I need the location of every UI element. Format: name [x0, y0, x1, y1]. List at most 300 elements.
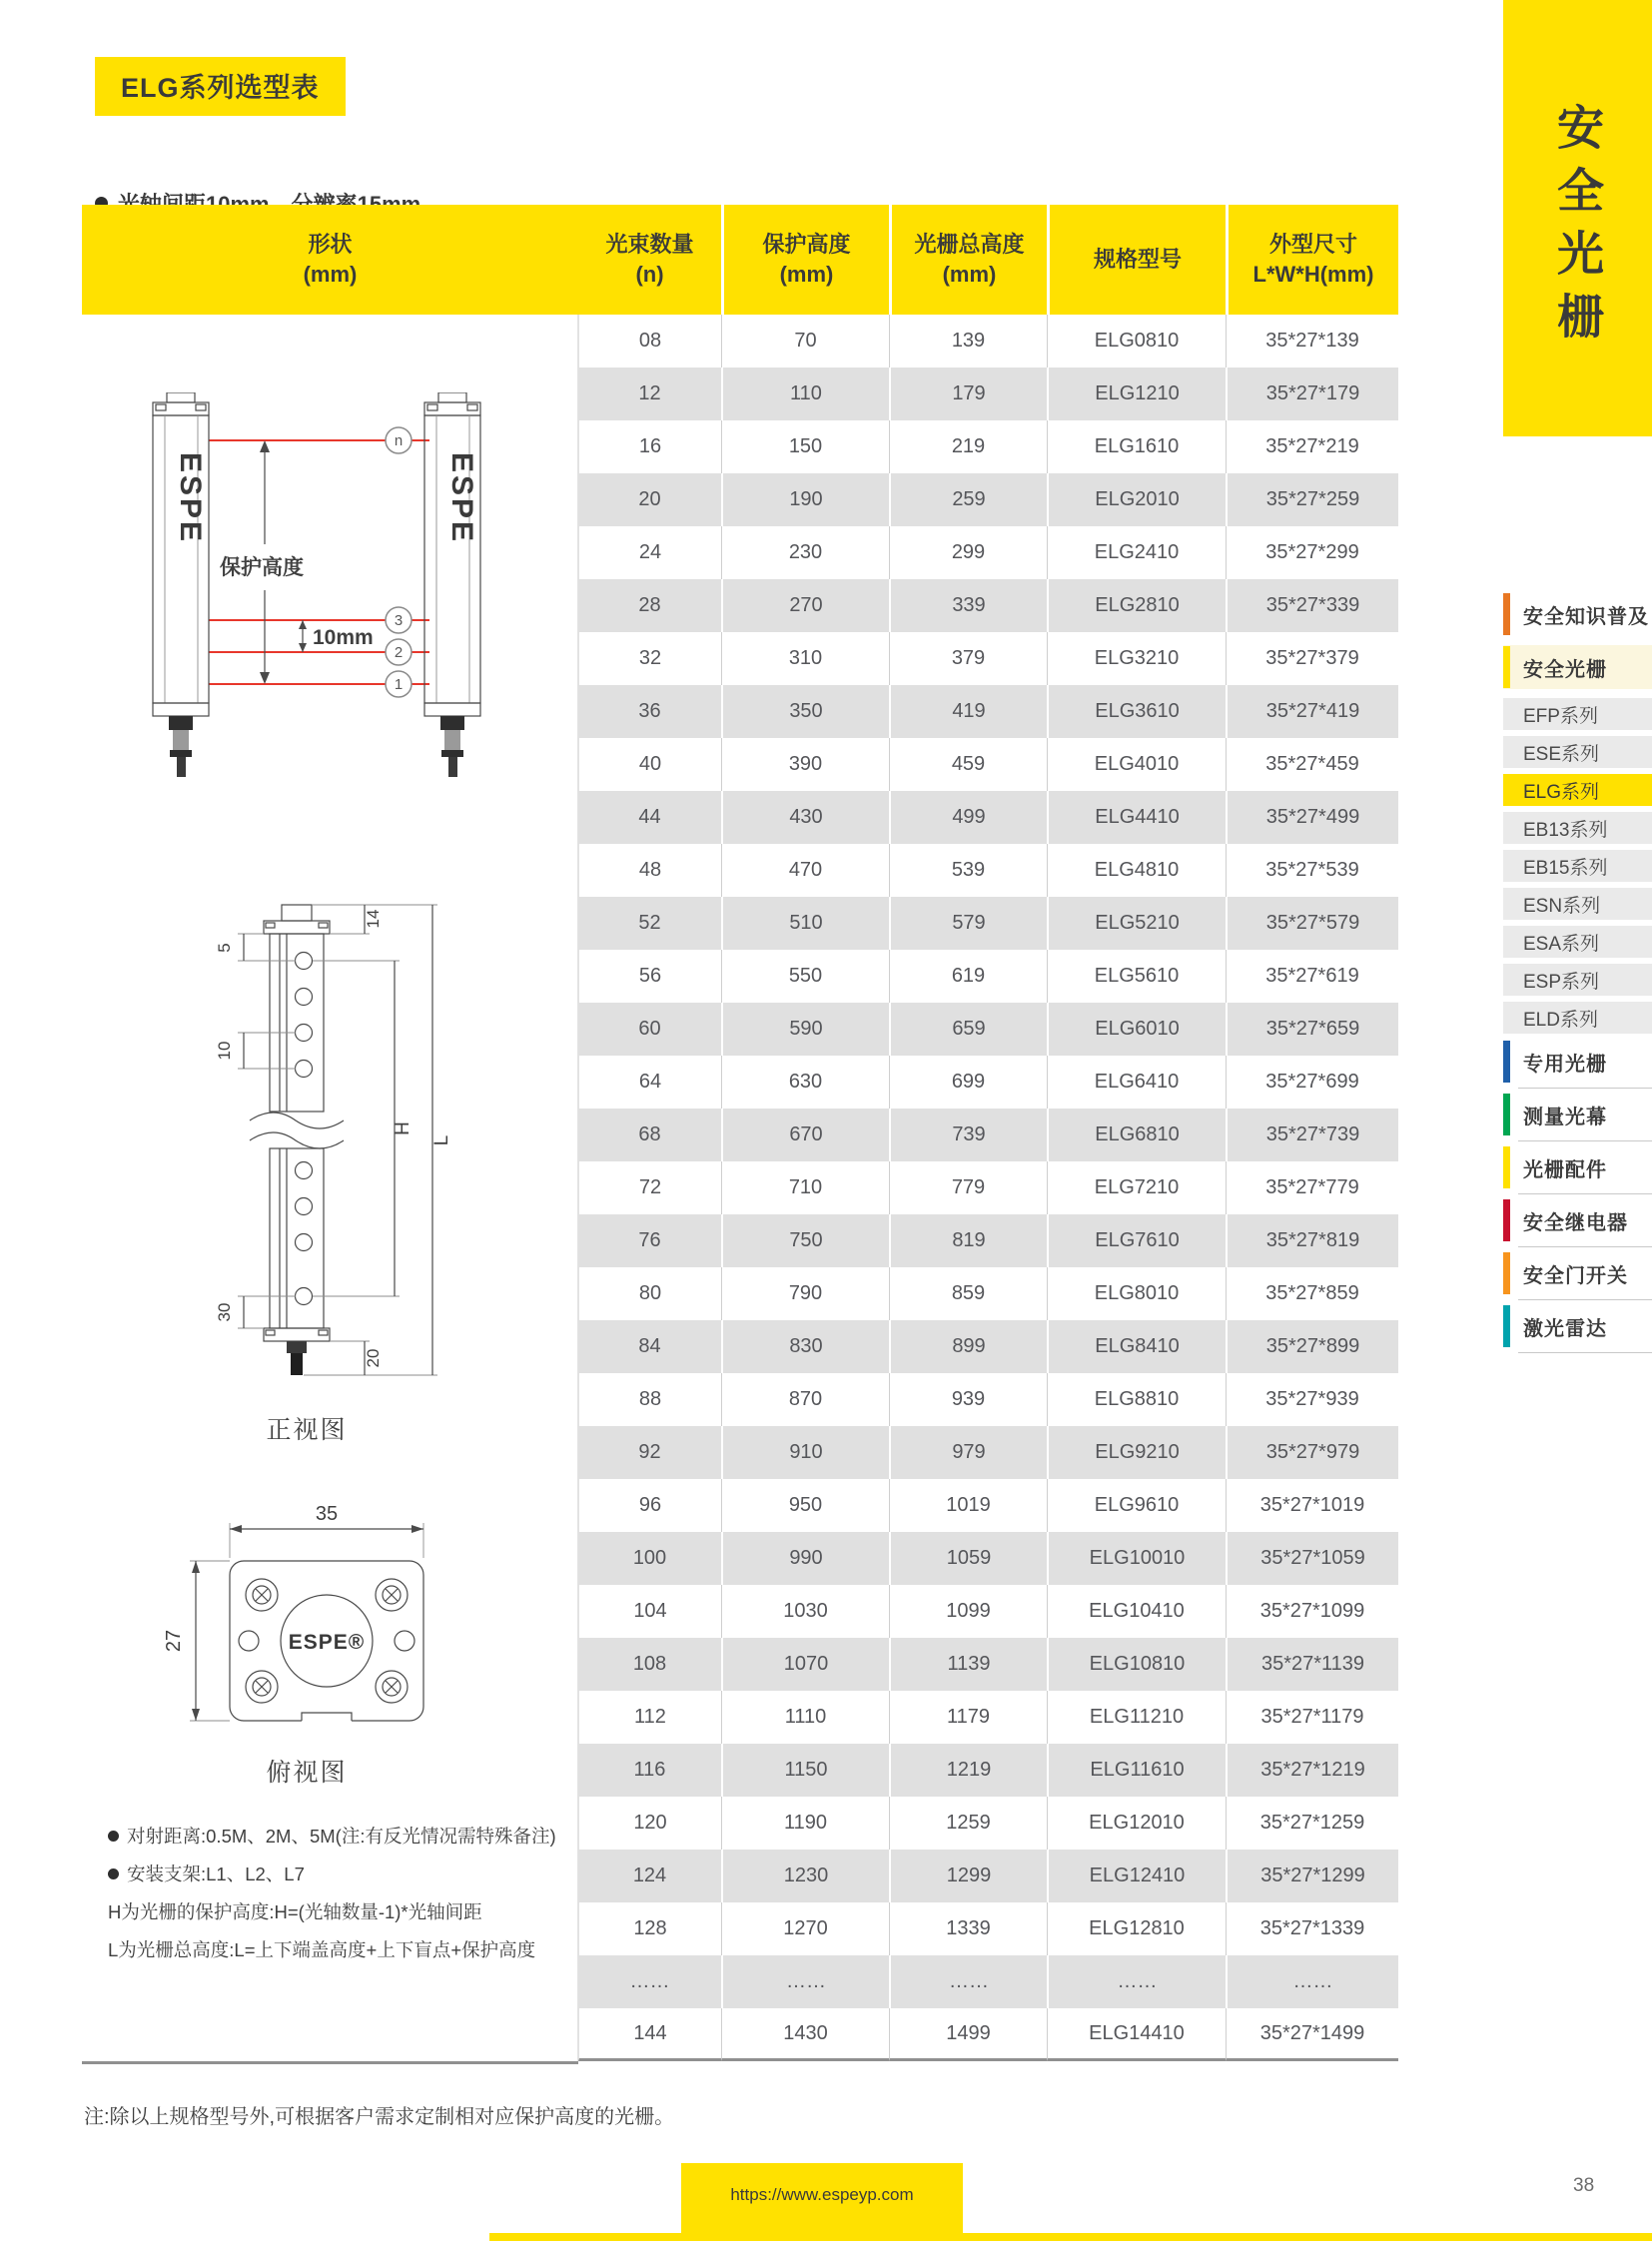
dim-5: 5	[215, 943, 234, 953]
sidebar-item-label: EB15系列	[1523, 857, 1608, 879]
note-text: 安装支架:L1、L2、L7	[127, 1864, 305, 1884]
table-cell: ……	[889, 1955, 1047, 2008]
table-cell: 470	[721, 844, 889, 897]
table-cell: 35*27*1499	[1226, 2008, 1398, 2061]
table-cell: 124	[632, 1865, 667, 1886]
table-row	[578, 1744, 1398, 1797]
table-cell: 35*27*899	[1226, 1320, 1398, 1373]
table-cell: 139	[889, 315, 1047, 368]
table-cell: ELG7210	[1047, 1161, 1226, 1214]
sidebar-item-EFP系列[interactable]	[1503, 698, 1652, 730]
sidebar-item-label: ESN系列	[1523, 895, 1601, 917]
table-cell: 40	[578, 738, 721, 791]
category-color-bar	[1503, 646, 1510, 688]
table-cell: 12	[638, 382, 661, 404]
table-cell: 35*27*179	[1226, 368, 1398, 420]
table-cell: 1219	[889, 1744, 1047, 1797]
table-cell: ELG8810	[1047, 1373, 1226, 1426]
table-cell: 35*27*1339	[1226, 1902, 1398, 1955]
sidebar-item-label: 安全继电器	[1523, 1211, 1628, 1234]
table-cell: ……	[1226, 1955, 1398, 2008]
table-cell: 35*27*419	[1226, 685, 1398, 738]
table-row	[578, 368, 1398, 420]
table-cell: 379	[889, 632, 1047, 685]
table-cell: 35*27*699	[1226, 1056, 1398, 1109]
sidebar-item-专用光栅[interactable]	[1503, 1040, 1652, 1084]
table-cell: ELG12010	[1047, 1797, 1226, 1850]
table-body	[578, 315, 1398, 2061]
dim-20: 20	[364, 1348, 383, 1368]
table-cell: 35*27*779	[1226, 1161, 1398, 1214]
table-row	[578, 1902, 1398, 1955]
table-cell: 35*27*1099	[1226, 1585, 1398, 1638]
table-cell: 35*27*499	[1226, 791, 1398, 844]
table-cell: ELG2810	[1047, 579, 1226, 632]
table-cell: 419	[889, 685, 1047, 738]
table-cell: 35*27*299	[1226, 526, 1398, 579]
table-cell: 950	[721, 1479, 889, 1532]
table-cell: ELG8010	[1047, 1267, 1226, 1320]
col-header-beam-count: 光束数量 (n)	[578, 205, 721, 315]
table-row	[578, 420, 1398, 473]
dim-14: 14	[364, 909, 383, 929]
table-cell: 35*27*659	[1226, 1003, 1398, 1056]
table-row	[578, 1479, 1398, 1532]
note-line	[108, 1825, 572, 1848]
table-row	[578, 1267, 1398, 1320]
table-cell: 35*27*939	[1226, 1373, 1398, 1426]
table-cell: 56	[578, 950, 721, 1003]
table-cell: 20	[638, 488, 661, 510]
table-cell: 96	[578, 1479, 721, 1532]
sidebar-item-ELD系列[interactable]	[1503, 1002, 1652, 1034]
table-cell: 1270	[721, 1902, 889, 1955]
bullet-dot-icon	[108, 1831, 119, 1842]
sidebar-item-安全门开关[interactable]	[1503, 1251, 1652, 1295]
table-cell: ELG11610	[1047, 1744, 1226, 1797]
table-cell: 35*27*1019	[1226, 1479, 1398, 1532]
table-cell: 230	[721, 526, 889, 579]
page-title: ELG系列选型表	[95, 57, 346, 116]
table-row	[578, 1214, 1398, 1267]
note-line	[108, 1900, 572, 1923]
table-cell: ELG2010	[1047, 473, 1226, 526]
table-cell: 88	[578, 1373, 721, 1426]
table-row	[578, 526, 1398, 579]
table-cell: 35*27*139	[1226, 315, 1398, 368]
beam-badge-2: 2	[394, 644, 404, 661]
sidebar-item-EB15系列[interactable]	[1503, 850, 1652, 882]
top-view-diagram	[152, 1503, 461, 1748]
beam-layout-diagram	[137, 392, 496, 797]
col-header-dimensions: 外型尺寸 L*W*H(mm)	[1226, 205, 1398, 315]
sidebar-item-label: 安全光栅	[1523, 658, 1607, 681]
sidebar-item-ESE系列[interactable]	[1503, 736, 1652, 768]
table-cell: 830	[721, 1320, 889, 1373]
table-cell: 1299	[889, 1850, 1047, 1902]
table-cell: 84	[638, 1335, 661, 1357]
table-cell: 1339	[889, 1902, 1047, 1955]
table-cell: 390	[721, 738, 889, 791]
table-cell: 35*27*259	[1226, 473, 1398, 526]
page-number: 38	[1573, 2175, 1595, 2196]
table-cell: ELG4810	[1047, 844, 1226, 897]
sidebar-item-ELG系列[interactable]	[1503, 774, 1652, 806]
table-cell: ELG14410	[1047, 2008, 1226, 2061]
table-cell: 1110	[721, 1691, 889, 1744]
table-cell: 299	[889, 526, 1047, 579]
table-cell: 219	[889, 420, 1047, 473]
note-text: H为光栅的保护高度:H=(光轴数量-1)*光轴间距	[108, 1901, 482, 1922]
table-cell: ELG8410	[1047, 1320, 1226, 1373]
sidebar-item-label: ELG系列	[1523, 781, 1600, 803]
table-row	[578, 1638, 1398, 1691]
table-cell: 459	[889, 738, 1047, 791]
table-cell: ELG6810	[1047, 1109, 1226, 1161]
table-cell: ELG11210	[1047, 1691, 1226, 1744]
beam-number-badges	[386, 427, 412, 697]
sidebar-item-label: 安全知识普及	[1523, 605, 1649, 628]
sidebar-item-测量光幕[interactable]	[1503, 1093, 1652, 1136]
table-cell: 35*27*739	[1226, 1109, 1398, 1161]
table-row	[578, 1320, 1398, 1373]
col-header-shape	[82, 205, 578, 315]
table-cell: ELG5210	[1047, 897, 1226, 950]
table-cell: ELG0810	[1047, 315, 1226, 368]
sidebar-item-label: ESA系列	[1523, 933, 1600, 955]
table-cell: 699	[889, 1056, 1047, 1109]
table-cell: 64	[578, 1056, 721, 1109]
table-cell: ELG12810	[1047, 1902, 1226, 1955]
category-color-bar	[1503, 1041, 1510, 1083]
table-cell: ……	[629, 1970, 670, 1992]
table-cell: 35*27*1259	[1226, 1797, 1398, 1850]
table-cell: 150	[721, 420, 889, 473]
table-cell: 859	[889, 1267, 1047, 1320]
table-cell: ELG7610	[1047, 1214, 1226, 1267]
sidebar-menu	[1503, 592, 1652, 1357]
table-cell: 1430	[721, 2008, 889, 2061]
table-cell: 35*27*859	[1226, 1267, 1398, 1320]
bullet-dot-icon	[108, 1868, 119, 1879]
table-cell: ELG6010	[1047, 1003, 1226, 1056]
table-cell: 990	[721, 1532, 889, 1585]
table-cell: 510	[721, 897, 889, 950]
table-cell: 1150	[721, 1744, 889, 1797]
table-cell: 939	[889, 1373, 1047, 1426]
table-cell: 110	[721, 368, 889, 420]
table-row	[578, 685, 1398, 738]
table-cell: ELG10410	[1047, 1585, 1226, 1638]
col-header-shape-title: 形状	[308, 232, 353, 257]
sidebar-banner	[1503, 0, 1652, 436]
table-cell: 36	[638, 700, 661, 722]
table-cell: 1139	[889, 1638, 1047, 1691]
table-cell: 48	[578, 844, 721, 897]
table-cell: 116	[633, 1759, 666, 1781]
col-header-model: 规格型号	[1047, 205, 1226, 315]
dim-10: 10	[215, 1041, 234, 1061]
note-text: L为光栅总高度:L=上下端盖高度+上下盲点+保护高度	[108, 1939, 536, 1960]
table-cell: 16	[578, 420, 721, 473]
spec-table	[578, 205, 1398, 2061]
table-cell: 1099	[889, 1585, 1047, 1638]
sidebar-item-安全继电器[interactable]	[1503, 1198, 1652, 1242]
shape-cell	[82, 315, 578, 2061]
sidebar-item-label: 测量光幕	[1523, 1106, 1607, 1128]
sidebar-item-ESP系列[interactable]	[1503, 964, 1652, 996]
table-cell: 76	[638, 1229, 661, 1251]
table-cell: 550	[721, 950, 889, 1003]
table-cell: 128	[578, 1902, 721, 1955]
table-row	[578, 2008, 1398, 2061]
table-cell: 190	[721, 473, 889, 526]
table-cell: 35*27*619	[1226, 950, 1398, 1003]
table-cell: ELG12410	[1047, 1850, 1226, 1902]
table-row	[578, 1003, 1398, 1056]
sidebar-item-label: ELD系列	[1523, 1009, 1598, 1031]
sidebar-item-EB13系列[interactable]	[1503, 812, 1652, 844]
table-row	[578, 1161, 1398, 1214]
shape-column	[82, 205, 578, 2064]
table-cell: 60	[638, 1018, 661, 1040]
table-cell: 1259	[889, 1797, 1047, 1850]
table-cell: 35*27*1219	[1226, 1744, 1398, 1797]
left-tower	[153, 392, 209, 777]
table-cell: ……	[1047, 1955, 1226, 2008]
table-cell: 350	[721, 685, 889, 738]
table-row	[578, 1426, 1398, 1479]
table-cell: 1179	[889, 1691, 1047, 1744]
sidebar-item-安全知识普及[interactable]	[1503, 592, 1652, 636]
dim-H: H	[393, 1121, 413, 1135]
custom-order-note: 注:除以上规格型号外,可根据客户需求定制相对应保护高度的光栅。	[84, 2106, 675, 2128]
table-cell: 659	[889, 1003, 1047, 1056]
table-row	[578, 738, 1398, 791]
table-row	[578, 1955, 1398, 2008]
pitch-label: 10mm	[313, 626, 374, 649]
sidebar-item-label: 激光雷达	[1523, 1317, 1607, 1340]
dim-L: L	[431, 1134, 452, 1146]
col-header-shape-unit: (mm)	[303, 262, 358, 287]
table-cell: 35*27*819	[1226, 1214, 1398, 1267]
category-color-bar	[1503, 1305, 1510, 1347]
table-cell: 68	[638, 1123, 661, 1145]
table-cell: 259	[889, 473, 1047, 526]
table-cell: 499	[889, 791, 1047, 844]
brand-text-right: ESPE	[445, 452, 478, 545]
table-cell: 339	[889, 579, 1047, 632]
table-cell: 1230	[721, 1850, 889, 1902]
table-cell: 120	[578, 1797, 721, 1850]
note-text: 对射距离:0.5M、2M、5M(注:有反光情况需特殊备注)	[127, 1826, 556, 1847]
table-cell: 35*27*539	[1226, 844, 1398, 897]
table-cell: 1499	[889, 2008, 1047, 2061]
sidebar-banner-text: 安全光栅	[1551, 103, 1604, 355]
table-cell: 100	[632, 1547, 667, 1569]
table-cell: 310	[721, 632, 889, 685]
table-row	[578, 844, 1398, 897]
table-cell: 24	[578, 526, 721, 579]
table-cell: ELG1210	[1047, 368, 1226, 420]
brand-text-topview: ESPE®	[288, 1631, 366, 1654]
table-cell: ……	[721, 1955, 889, 2008]
table-cell: 70	[721, 315, 889, 368]
table-cell: 819	[889, 1214, 1047, 1267]
sidebar-item-安全光栅[interactable]	[1503, 645, 1652, 689]
table-cell: ELG6410	[1047, 1056, 1226, 1109]
table-cell: 899	[889, 1320, 1047, 1373]
table-cell: 35*27*459	[1226, 738, 1398, 791]
table-row	[578, 1532, 1398, 1585]
table-cell: ELG3210	[1047, 632, 1226, 685]
sidebar-item-label: ESP系列	[1523, 971, 1600, 993]
table-cell: ELG4410	[1047, 791, 1226, 844]
footer-url-text[interactable]: https://www.espeyp.com	[730, 2185, 914, 2204]
note-line	[108, 1938, 572, 1961]
table-cell: 28	[638, 594, 661, 616]
bottom-accent-bar	[489, 2233, 1652, 2241]
col-header-total-height: 光栅总高度 (mm)	[889, 205, 1047, 315]
col-header-protection-height: 保护高度 (mm)	[721, 205, 889, 315]
table-cell: 750	[721, 1214, 889, 1267]
table-cell: 790	[721, 1267, 889, 1320]
beam-badge-3: 3	[394, 612, 404, 629]
table-cell: 1190	[721, 1797, 889, 1850]
table-cell: 35*27*339	[1226, 579, 1398, 632]
table-cell: 1070	[721, 1638, 889, 1691]
footer-url-box[interactable]	[681, 2163, 963, 2241]
table-cell: 35*27*1179	[1226, 1691, 1398, 1744]
table-cell: ELG1610	[1047, 420, 1226, 473]
table-header-row	[578, 205, 1398, 315]
table-row	[578, 1850, 1398, 1902]
category-color-bar	[1503, 1252, 1510, 1294]
table-cell: 979	[889, 1426, 1047, 1479]
table-cell: 44	[638, 806, 661, 828]
table-cell: ELG4010	[1047, 738, 1226, 791]
sidebar-item-ESN系列[interactable]	[1503, 888, 1652, 920]
table-row	[578, 1691, 1398, 1744]
dim-35: 35	[315, 1503, 339, 1525]
table-cell: ELG9610	[1047, 1479, 1226, 1532]
beam-badge-n: n	[394, 432, 404, 449]
table-cell: 179	[889, 368, 1047, 420]
table-row	[578, 579, 1398, 632]
beam-badge-1: 1	[394, 676, 404, 693]
table-cell: 35*27*1299	[1226, 1850, 1398, 1902]
pitch-dimension	[299, 620, 307, 652]
table-row	[578, 950, 1398, 1003]
table-cell: 270	[721, 579, 889, 632]
dim-30: 30	[215, 1302, 234, 1322]
front-view-diagram	[152, 899, 461, 1403]
table-row	[578, 1585, 1398, 1638]
table-cell: 35*27*979	[1226, 1426, 1398, 1479]
sidebar-item-label: 光栅配件	[1523, 1158, 1607, 1181]
table-cell: ELG2410	[1047, 526, 1226, 579]
table-cell: ELG10810	[1047, 1638, 1226, 1691]
table-cell: ELG5610	[1047, 950, 1226, 1003]
table-row	[578, 1797, 1398, 1850]
table-cell: 92	[638, 1441, 661, 1463]
beam-apertures	[296, 953, 313, 1305]
table-cell: 108	[632, 1653, 667, 1675]
table-cell: 35*27*379	[1226, 632, 1398, 685]
table-row	[578, 791, 1398, 844]
table-cell: 870	[721, 1373, 889, 1426]
top-view-caption: 俯视图	[266, 1759, 348, 1787]
sidebar-item-label: EB13系列	[1523, 819, 1608, 841]
table-cell: 72	[578, 1161, 721, 1214]
sidebar-item-label: 专用光栅	[1523, 1053, 1607, 1076]
table-cell: 144	[578, 2008, 721, 2061]
table-cell: 619	[889, 950, 1047, 1003]
sidebar-item-激光雷达[interactable]	[1503, 1304, 1652, 1348]
sidebar-item-label: EFP系列	[1523, 705, 1598, 727]
table-cell: 08	[578, 315, 721, 368]
table-cell: 539	[889, 844, 1047, 897]
spec-notes	[108, 1825, 572, 1976]
table-cell: 670	[721, 1109, 889, 1161]
protection-height-label: 保护高度	[220, 556, 304, 579]
table-row	[578, 632, 1398, 685]
sidebar-item-label: 安全门开关	[1523, 1264, 1628, 1287]
table-cell: 35*27*1059	[1226, 1532, 1398, 1585]
table-row	[578, 1373, 1398, 1426]
table-cell: ELG9210	[1047, 1426, 1226, 1479]
category-color-bar	[1503, 1146, 1510, 1188]
table-cell: 710	[721, 1161, 889, 1214]
table-cell: 35*27*1139	[1226, 1638, 1398, 1691]
table-cell: 112	[578, 1691, 721, 1744]
sidebar-item-光栅配件[interactable]	[1503, 1145, 1652, 1189]
table-cell: ELG3610	[1047, 685, 1226, 738]
table-cell: 910	[721, 1426, 889, 1479]
table-row	[578, 315, 1398, 368]
table-row	[578, 897, 1398, 950]
table-cell: 779	[889, 1161, 1047, 1214]
table-cell: 1019	[889, 1479, 1047, 1532]
category-color-bar	[1503, 1199, 1510, 1241]
dim-27: 27	[163, 1629, 185, 1653]
table-row	[578, 1109, 1398, 1161]
sidebar-item-label: ESE系列	[1523, 743, 1600, 765]
table-cell: ELG10010	[1047, 1532, 1226, 1585]
category-color-bar	[1503, 1094, 1510, 1135]
front-view-caption: 正视图	[266, 1416, 348, 1444]
table-cell: 590	[721, 1003, 889, 1056]
table-cell: 35*27*579	[1226, 897, 1398, 950]
table-cell: 739	[889, 1109, 1047, 1161]
table-cell: 32	[578, 632, 721, 685]
category-color-bar	[1503, 593, 1510, 635]
table-cell: 104	[578, 1585, 721, 1638]
right-tower	[424, 392, 480, 777]
table-row	[578, 1056, 1398, 1109]
table-cell: 1030	[721, 1585, 889, 1638]
table-row	[578, 473, 1398, 526]
table-cell: 1059	[889, 1532, 1047, 1585]
table-cell: 52	[638, 912, 661, 934]
brand-text-left: ESPE	[174, 452, 207, 545]
sidebar-item-ESA系列[interactable]	[1503, 926, 1652, 958]
table-cell: 430	[721, 791, 889, 844]
table-cell: 579	[889, 897, 1047, 950]
table-cell: 35*27*219	[1226, 420, 1398, 473]
table-cell: 630	[721, 1056, 889, 1109]
note-line	[108, 1863, 572, 1885]
